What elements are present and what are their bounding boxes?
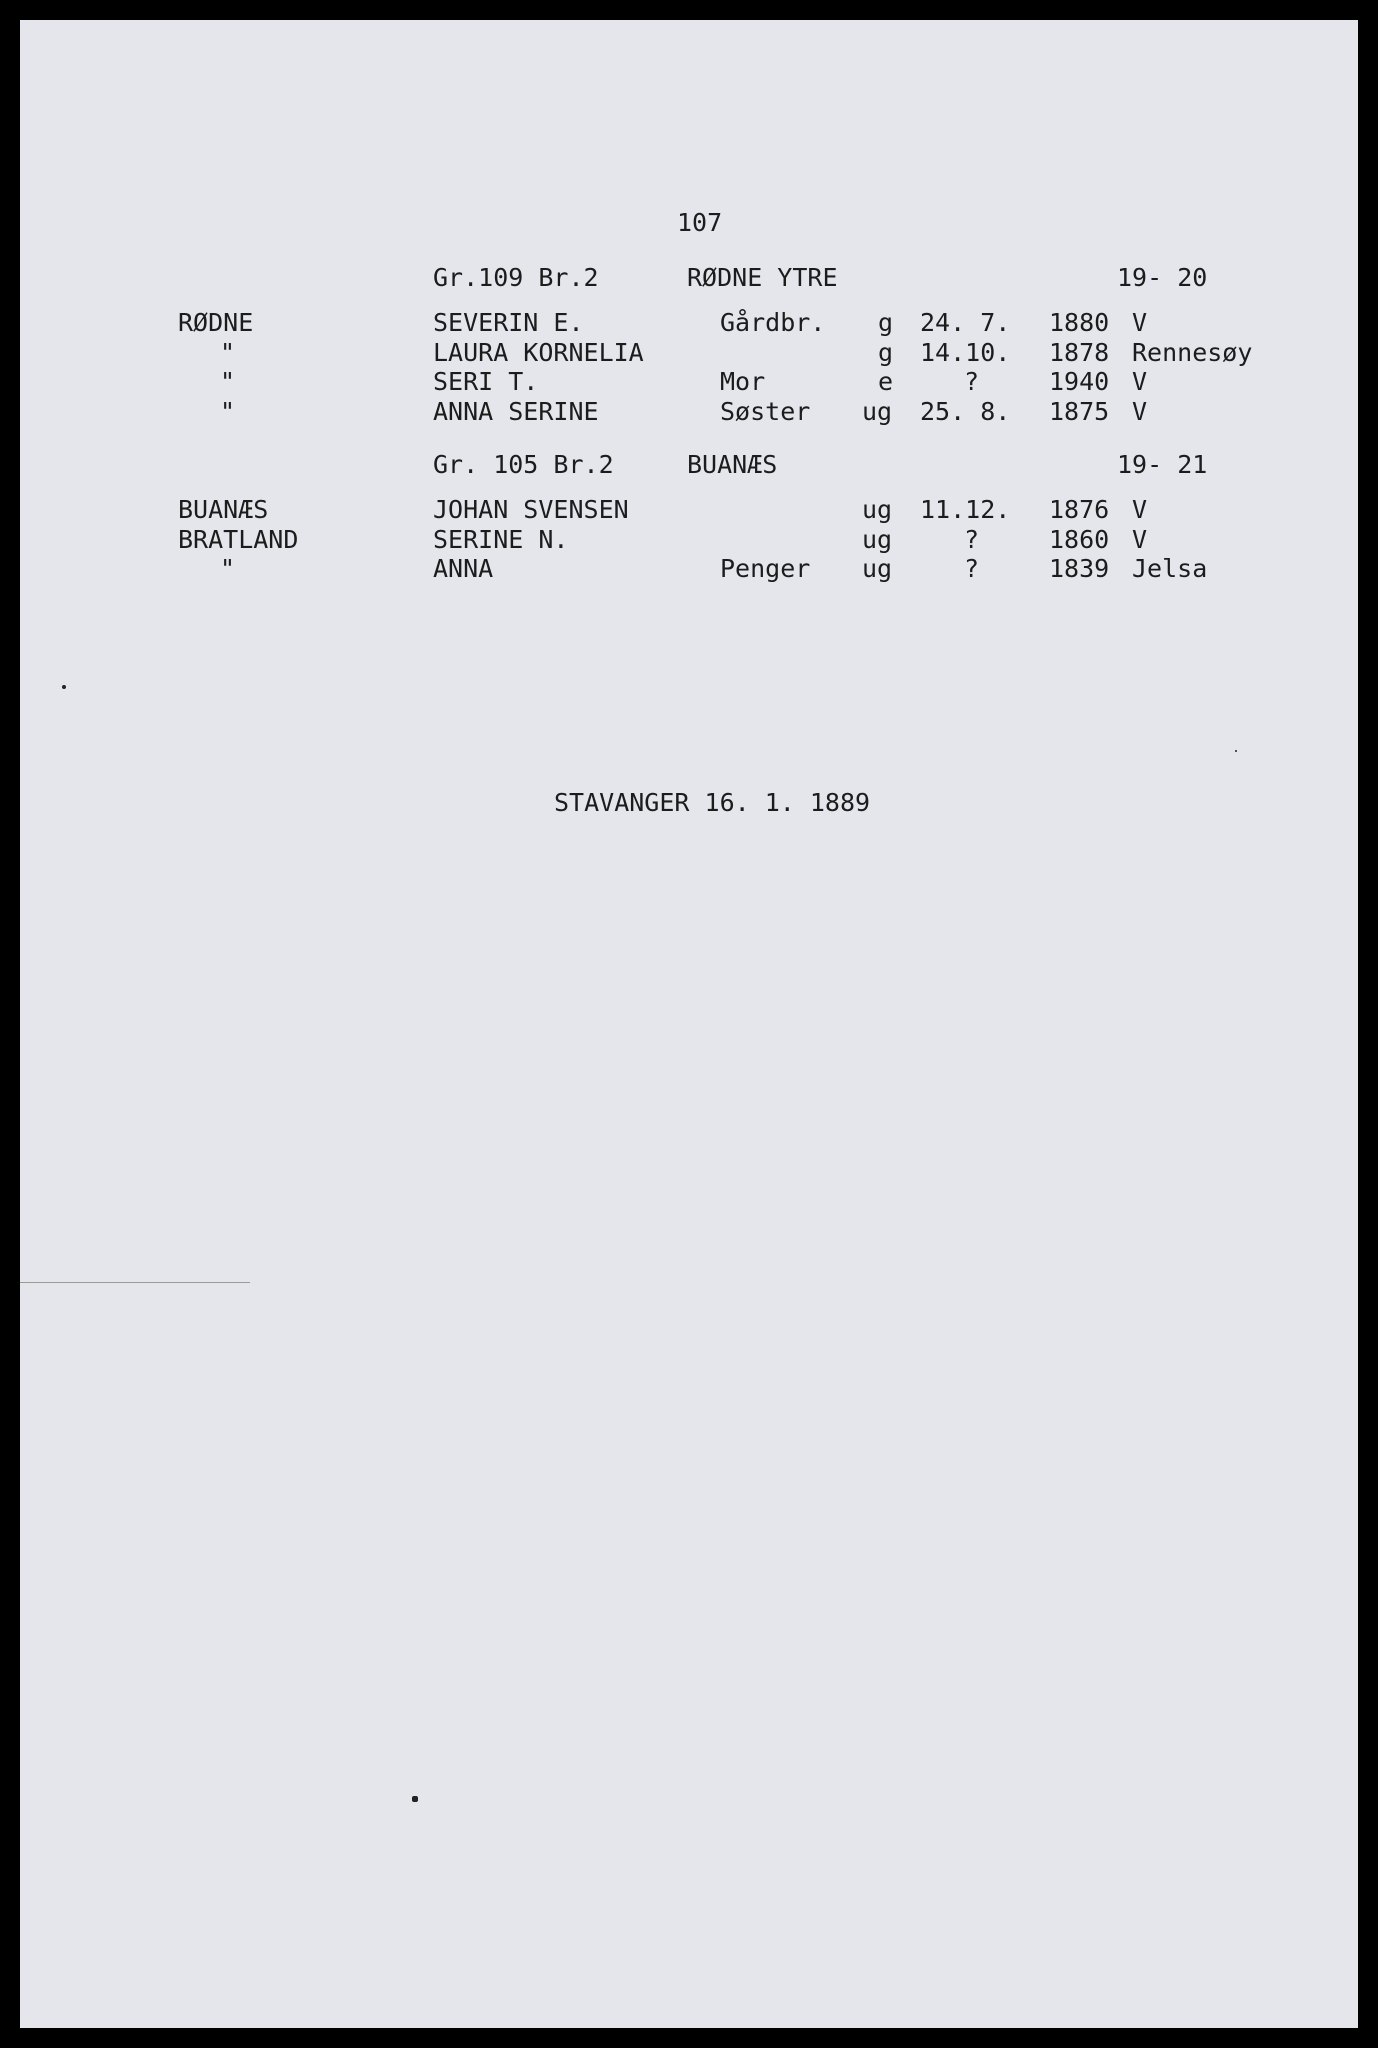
row-name: LAURA KORNELIA (433, 337, 644, 367)
row-status: ug (862, 554, 893, 583)
row-status: ug (862, 396, 893, 426)
row-year: 1860 (1049, 524, 1110, 554)
row-farm: " (220, 396, 236, 426)
row-year: 1880 (1049, 308, 1110, 337)
row-place: Jelsa (1132, 554, 1208, 583)
row-place: V (1132, 367, 1148, 396)
row-year: 1876 (1049, 495, 1110, 524)
row-place: V (1132, 308, 1148, 337)
row-date: 14.10. (920, 337, 1011, 367)
row-year: 1875 (1049, 396, 1110, 426)
page-number: 107 (677, 208, 723, 237)
scan-speck (412, 1796, 418, 1802)
row-status: g (878, 308, 894, 337)
row-role: Søster (720, 396, 811, 426)
row-farm: BRATLAND (178, 524, 299, 554)
row-year: 1940 (1049, 367, 1110, 396)
row-date: 11.12. (920, 495, 1011, 524)
scan-speck (62, 685, 66, 689)
row-farm: " (220, 554, 236, 583)
row-place: Rennesøy (1132, 337, 1253, 367)
row-place: V (1132, 495, 1148, 524)
section-ref: Gr. 105 Br.2 (433, 450, 614, 479)
row-status: g (878, 337, 894, 367)
row-status: ug (862, 495, 893, 524)
row-name: SERI T. (433, 367, 539, 396)
section-range: 19- 21 (1117, 450, 1208, 479)
row-role: Mor (720, 367, 766, 396)
scan-line (20, 1282, 250, 1283)
row-role: Penger (720, 554, 811, 583)
section-place: BUANÆS (687, 450, 778, 479)
row-place: V (1132, 524, 1148, 554)
row-date: 24. 7. (920, 308, 1011, 337)
row-status: ug (862, 524, 893, 554)
row-place: V (1132, 396, 1148, 426)
row-name: ANNA SERINE (433, 396, 599, 426)
row-farm: " (220, 337, 236, 367)
row-year: 1839 (1049, 554, 1110, 583)
row-date: ? (964, 524, 980, 554)
row-name: JOHAN SVENSEN (433, 495, 629, 524)
row-date: 25. 8. (920, 396, 1011, 426)
footer-place-date: STAVANGER 16. 1. 1889 (554, 788, 871, 817)
scan-speck (1235, 750, 1237, 752)
section-place: RØDNE YTRE (687, 263, 838, 292)
row-farm: BUANÆS (178, 495, 269, 524)
row-date: ? (964, 554, 980, 583)
row-name: SERINE N. (433, 524, 569, 554)
row-status: e (878, 367, 894, 396)
section-ref: Gr.109 Br.2 (433, 263, 599, 292)
row-farm: RØDNE (178, 308, 254, 337)
row-year: 1878 (1049, 337, 1110, 367)
row-role: Gårdbr. (720, 308, 826, 337)
document-page (20, 20, 1358, 2028)
row-name: ANNA (433, 554, 494, 583)
section-range: 19- 20 (1117, 263, 1208, 292)
row-name: SEVERIN E. (433, 308, 584, 337)
row-farm: " (220, 367, 236, 396)
row-date: ? (964, 367, 980, 396)
